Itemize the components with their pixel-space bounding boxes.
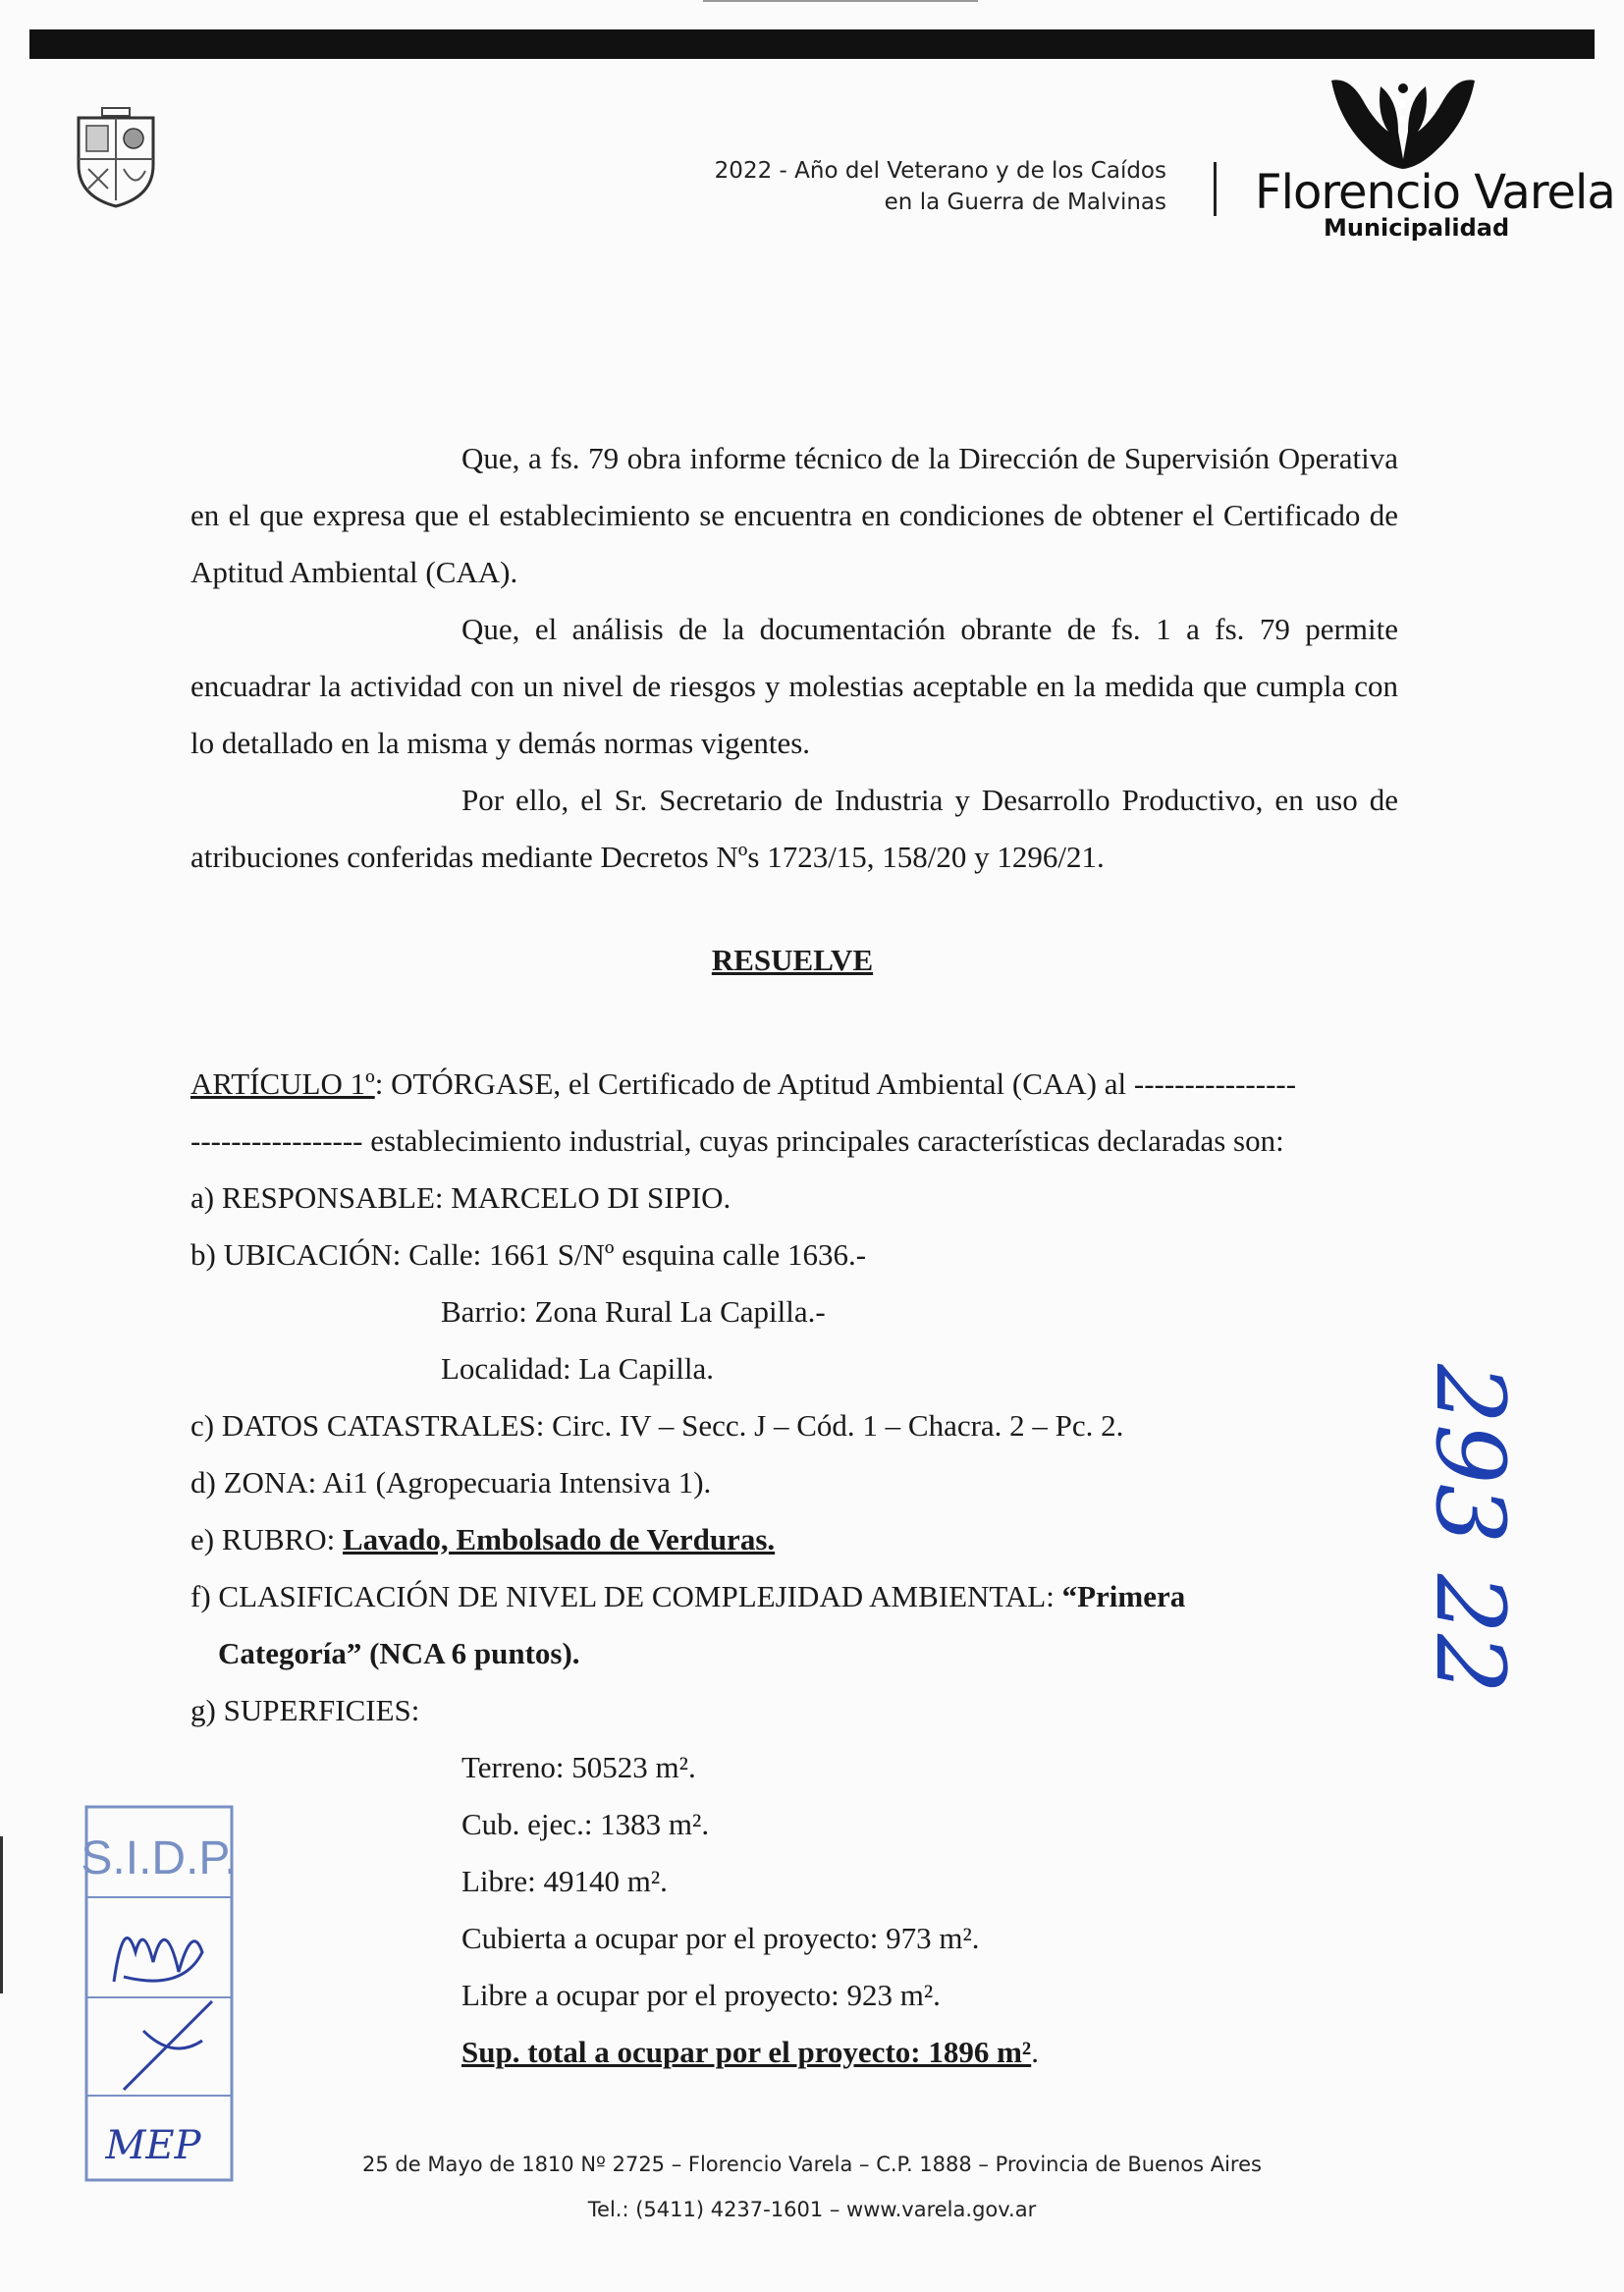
article-1-text: : OTÓRGASE, el Certificado de Aptitud Ambiental (CAA) al ---------------- [374, 1066, 1297, 1101]
resuelve-heading: RESUELVE [711, 943, 874, 977]
superficie-libre: Libre: 49140 m². [461, 1864, 668, 1898]
superficie-terreno: Terreno: 50523 m². [461, 1750, 696, 1784]
header-black-bar [29, 29, 1595, 59]
motto-line-2: en la Guerra de Malvinas [884, 190, 1166, 215]
florencio-varela-logo-icon [1329, 71, 1477, 173]
item-b-ubicacion: b) UBICACIÓN: Calle: 1661 S/Nº esquina calle 1636.- [190, 1237, 867, 1272]
item-e-rubro [190, 1522, 775, 1557]
item-b-localidad: Localidad: La Capilla. [441, 1351, 715, 1386]
superficie-libre-proyecto: Libre a ocupar por el proyecto: 923 m². [461, 1978, 941, 2012]
header-divider [1214, 162, 1217, 216]
item-d-zona: d) ZONA: Ai1 (Agropecuaria Intensiva 1). [190, 1465, 712, 1500]
superficie-cubierta-proyecto: Cubierta a ocupar por el proyecto: 973 m². [461, 1921, 980, 1955]
item-a-responsable: a) RESPONSABLE: MARCELO DI SIPIO. [190, 1180, 731, 1215]
motto-line-1: 2022 - Año del Veterano y de los Caídos [714, 158, 1166, 184]
article-1-label: ARTÍCULO 1º [190, 1066, 375, 1101]
clasificacion-label: f) CLASIFICACIÓN DE NIVEL DE COMPLEJIDAD AMBIENTAL: [190, 1579, 1062, 1613]
considerandos [190, 430, 1398, 886]
item-f-clasificacion [190, 1579, 1185, 1614]
paragraph-3: Por ello, el Sr. Secretario de Industria y Desarrollo Productivo, en uso de atribuciones conferidas mediante Decretos Nºs 1723/15, 158/20 y 1296/21. [190, 783, 1398, 874]
paragraph-2: Que, el análisis de la documentación obrante de fs. 1 a fs. 79 permite encuadrar la actividad con un nivel de riesgos y molestias aceptable en la medida que cumpla con lo detallado en la misma y demás normas vigentes. [190, 612, 1398, 760]
rubro-value: Lavado, Embolsado de Verduras. [343, 1522, 776, 1556]
footer-contact: Tel.: (5411) 4237-1601 – www.varela.gov.ar [587, 2198, 1037, 2221]
handwritten-number [1347, 1350, 1525, 1782]
sidp-stamp [81, 1805, 238, 2182]
brand-name: Florencio Varela [1255, 165, 1615, 220]
item-g-superficies: g) SUPERFICIES: [190, 1693, 420, 1727]
item-b-barrio: Barrio: Zona Rural La Capilla.- [441, 1294, 826, 1329]
item-c-datos-catastrales: c) DATOS CATASTRALES: Circ. IV – Secc. J – Cód. 1 – Chacra. 2 – Pc. 2. [190, 1408, 1124, 1443]
superficie-total [461, 2035, 1039, 2070]
stamp-label: S.I.D.P. [81, 1832, 238, 1884]
signature-strike [124, 2001, 212, 2090]
stamp-initials: MEP [105, 2123, 201, 2168]
article-1-line-1 [190, 1066, 1296, 1102]
sup-total-end: . [1031, 2035, 1039, 2069]
paragraph-1: Que, a fs. 79 obra informe técnico de la Dirección de Supervisión Operativa en el que expresa que el establecimiento se encuentra en condiciones de obtener el Certificado de Aptitud Ambiental (CAA). [190, 441, 1398, 589]
scan-top-line [703, 0, 978, 2]
signature-scrawl [114, 1937, 202, 1982]
header-motto [715, 155, 1166, 218]
superficie-cub-ejec: Cub. ejec.: 1383 m². [461, 1807, 710, 1841]
rubro-label: e) RUBRO: [190, 1522, 343, 1556]
footer-address: 25 de Mayo de 1810 Nº 2725 – Florencio Varela – C.P. 1888 – Provincia de Buenos Aires [362, 2153, 1262, 2176]
clasificacion-value-1: “Primera [1061, 1579, 1186, 1613]
brand-subtitle: Municipalidad [1324, 214, 1510, 242]
sup-total-value: Sup. total a ocupar por el proyecto: 1896 m² [461, 2035, 1032, 2069]
scan-edge-mark [0, 1836, 3, 1993]
handwritten-number-text: 293 22 [1415, 1364, 1525, 1694]
article-1-line-2: ----------------- establecimiento industrial, cuyas principales características declaradas son: [190, 1123, 1284, 1158]
municipal-seal-icon [73, 106, 159, 208]
clasificacion-value-2: Categoría” (NCA 6 puntos). [218, 1636, 580, 1670]
